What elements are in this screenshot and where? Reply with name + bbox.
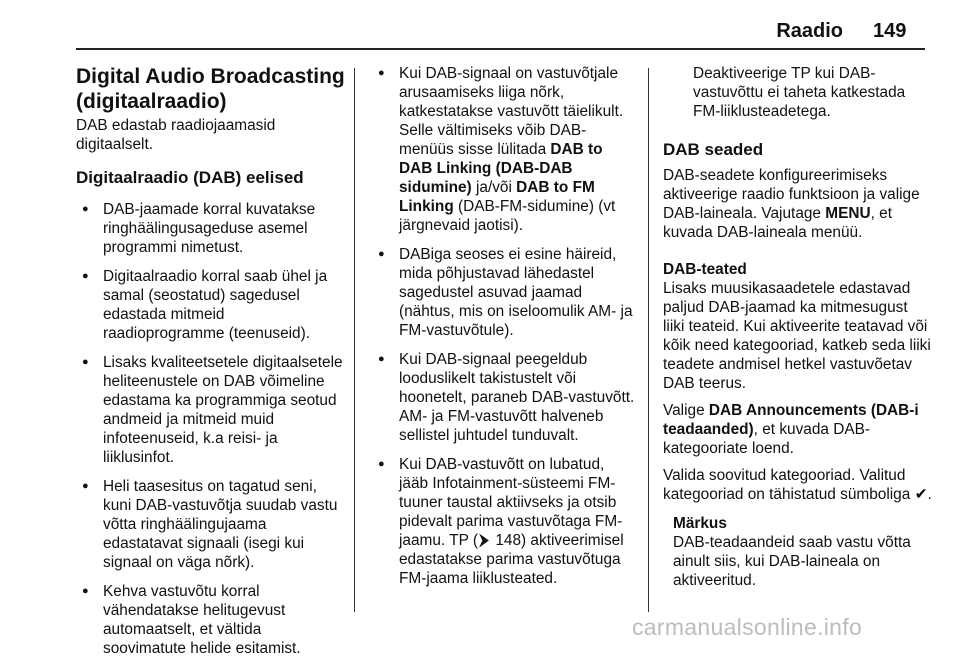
advantages-heading: Digitaalraadio (DAB) eelised [76,168,304,187]
list-item: ● Digitaalraadio korral saab ühel ja samal (seostatud) sagedusel edastada mitmeid raadioprogramme (teenuseid). [76,267,346,343]
menu-option-announcements: DAB Announcements (DAB-i teadaanded) [663,402,919,438]
list-item: ● Heli taasesitus on tagatud seni, kuni DAB-vastuvõtja suudab vastu võtta ringhäälingujaama edastatavat signaali (isegi kui signaal on väga nõrk). [76,477,346,572]
note-title: Märkus [673,515,727,532]
header-rule [76,48,925,50]
paragraph: Lisaks muusikasaadetele edastavad paljud DAB-jaamad ka mitmesugust liiki teateid. Kui aktiveerite teatavad või kõik need kategooriad, katkeb seda liiki teadete andmisel hetkel vastuvõetav DAB teerus. [663,280,931,392]
menu-option-dab-dab: DAB to DAB Linking (DAB-DAB sidumine) [399,141,603,196]
list-item: ● Kehva vastuvõtu korral vähendatakse helitugevust automaatselt, et vältida soovimatute helide esitamist. [76,582,346,658]
page-number: 149 [873,20,907,42]
text: 148) aktiveerimisel edastatakse parima vastuvõtuga FM-jaama liiklusteated. [399,532,624,587]
dab-settings-heading: DAB seaded [663,140,764,159]
list-item: ● Kui DAB-signaal peegeldub looduslikelt takistustelt või hoonetelt, paraneb DAB-vastuvõtt. AM- ja FM-vastuvõtt halveneb sellistel juhtudel tunduvalt. [372,350,636,445]
note-text: DAB-teadaandeid saab vastu võtta ainult siis, kui DAB-laineala on aktiveeritud. [673,534,911,589]
text: (DAB-FM-sidumine) (vt järgnevaid jaotisi). [399,198,616,234]
menu-option-dab-fm: DAB to FM Linking [399,179,595,215]
column-3 [663,64,933,600]
intro-paragraph: DAB edastab raadiojaamasid digitaalselt. [76,117,276,153]
column-divider-2 [648,68,649,612]
checkmark-icon: ✔ [914,486,928,503]
paragraph [663,166,933,242]
list-item [372,64,636,235]
list-item [372,455,636,588]
note-box [673,514,933,590]
column-divider-1 [354,68,355,612]
list-item: ● DAB-jaamade korral kuvatakse ringhäälingusageduse asemel programmi nimetust. [76,200,346,257]
list-item: ● Lisaks kvaliteetsetele digitaalsetele heliteenustele on DAB võimeline edastama ka programmiga seotud andmeid ja mitmeid muid infoteenuseid, k.a reisi- ja liiklusinfot. [76,353,346,467]
text: Valige [663,402,709,419]
text: , et kuvada DAB-kategooriate loend. [663,421,870,457]
advantages-list [76,200,346,658]
text: ja/või [471,179,517,196]
watermark: carmanualsonline.info [632,614,863,640]
text: DAB-seadete konfigureerimiseks aktiveerige raadio funktsioon ja valige DAB-laineala. Vajutage [663,167,920,222]
text: , et kuvada DAB-laineala menüü. [663,205,892,241]
paragraph [663,401,933,458]
text: Kui DAB-signaal on vastuvõtjale arusaamiseks liiga nõrk, katkestatakse vastuvõtt täielikult. Selle vältimiseks võib DAB-menüüs sisse lülitada [399,65,624,158]
list-item: ● DABiga seoses ei esine häireid, mida põhjustavad lähedastel sagedustel asuvad jaamad (nähtus, mis on iseloomulik AM- ja FM-vastuvõtule). [372,245,636,340]
continued-paragraph: Deaktiveerige TP kui DAB-vastuvõttu ei taheta katkestada FM-liiklusteadetega. [693,65,906,120]
page-header-title: Raadio [776,20,843,42]
menu-key: MENU [825,205,871,222]
column-2 [372,64,636,598]
text: Kui DAB-vastuvõtt on lubatud, jääb Infotainment-süsteemi FM-tuuner taustal aktiivseks ja otsib pidevalt parima vastuvõtaga FM-jaamu. TP ( [399,456,623,549]
text: Valida soovitud kategooriad. Valitud kategooriad on tähistatud sümboliga [663,467,915,503]
page-ref-arrow-icon: ⮟ [477,533,492,548]
column-1 [76,64,346,668]
paragraph [663,466,933,504]
section-heading: Digital Audio Broadcasting (digitaalraadio) [76,65,345,113]
dab-announcements-heading: DAB-teated [663,261,747,278]
text: . [927,486,932,503]
advantages-list-continued [372,64,636,588]
